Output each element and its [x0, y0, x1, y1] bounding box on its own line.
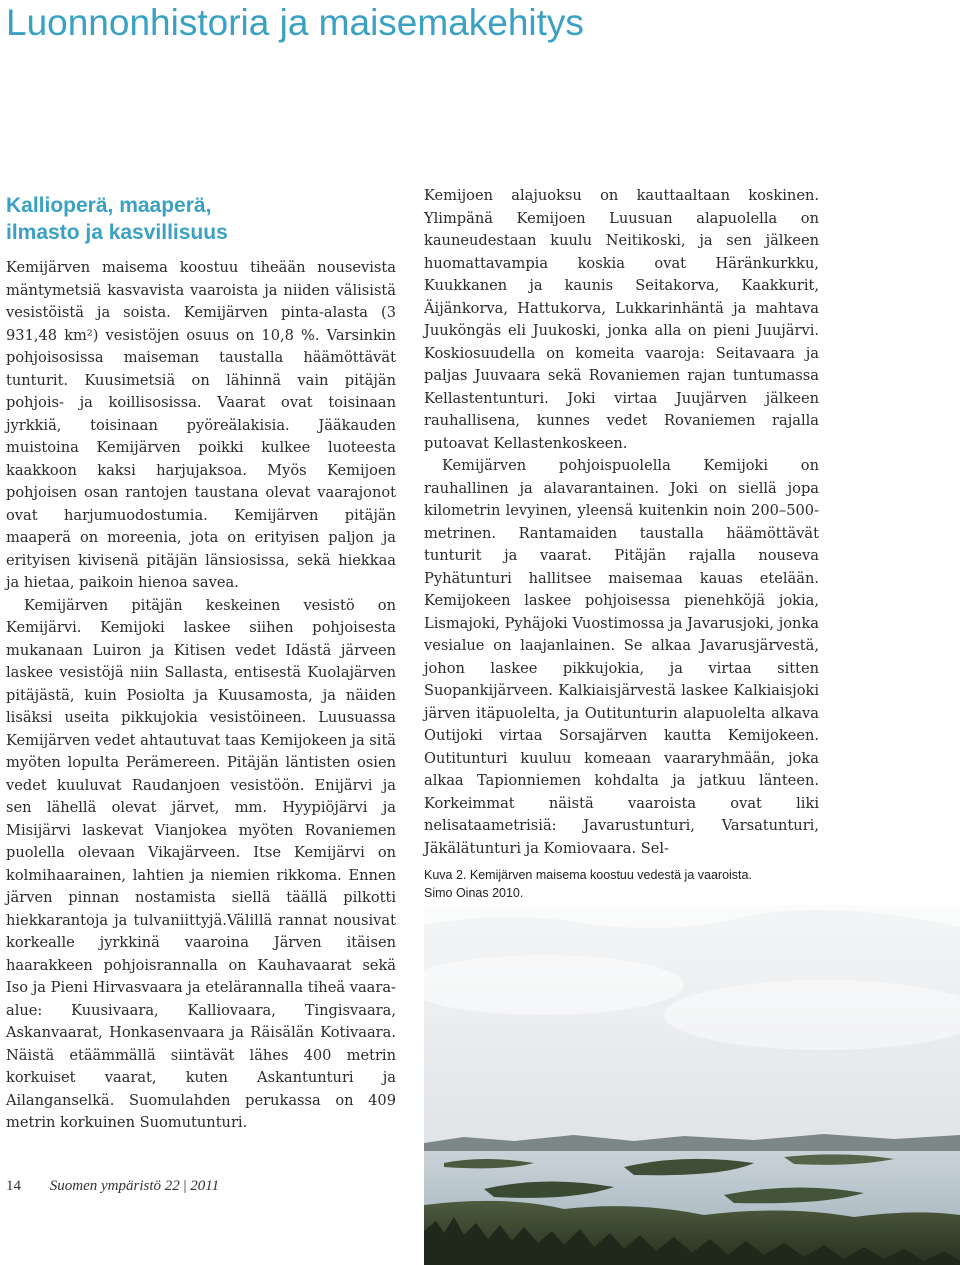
section-title-line-2: ilmasto ja kasvillisuus — [6, 221, 228, 244]
right-text-column — [424, 185, 819, 860]
section-title — [6, 192, 228, 246]
publication-issue: 22 — [164, 1178, 180, 1194]
figure-caption — [424, 866, 824, 902]
landscape-photo — [424, 905, 960, 1265]
left-paragraph-1: Kemijärven maisema koostuu tiheään nousevista mäntymetsiä kasvavista vaaroista ja niiden välisistä vesistöistä ja soista. Kemijärven pinta-alasta (3 931,48 km²) vesistöjen osuus on 10,8 %. Varsinkin pohjoisosissa maiseman taustalla häämöttävät tunturit. Kuusimetsiä on lähinnä vain pitäjän pohjois- ja koillisosissa. Vaarat ovat toisinaan jyrkkiä, toisinaan pyöreälakisia. Jääkauden muistoina Kemijärven poikki kulkee luoteesta kaakkoon kaksi harjujaksoa. Myös Kemijoen pohjoisen osan rantojen taustana olevat vaarajonot ovat harjumuodostumia. Kemijärven pitäjän maaperä on moreenia, jota on erityisen paljon ja erityisen kivisenä pitäjän länsiosissa, sekä hiekkaa ja hietaa, paikoin hienoa savea. — [6, 259, 396, 591]
landscape-photo-image — [424, 905, 960, 1265]
footer-separator: | — [183, 1178, 187, 1194]
left-text-column — [6, 257, 396, 1135]
publication-name: Suomen ympäristö — [49, 1178, 161, 1194]
right-paragraph-1: Kemijoen alajuoksu on kauttaaltaan koskinen. Ylimpänä Kemijoen Luusuan alapuolella on kauneudestaan kuulu Neitikoski, ja sen jälkeen huomattavampia koskia ovat Häränkurkku, Kuukkanen ja kaunis Seitakorva, Kaakkurit, Äijänkorva, Hattukorva, Lukkarinhäntä ja mahtava Juuköngäs eli Juukoski, jonka alla on pieni Juujärvi. Koskiosuudella on komeita vaaroja: Seitavaara ja paljas Juuvaara sekä Rovaniemen rajan tuntumassa Kellastentunturi. Joki virtaa Juujärven jälkeen rauhallisena, kunnes vedet Rovaniemen rajalla putoavat Kellastenkoskeen. — [424, 187, 819, 452]
page-number: 14 — [6, 1178, 21, 1194]
publication-year: 2011 — [190, 1178, 220, 1194]
caption-line-2: Simo Oinas 2010. — [424, 886, 524, 900]
left-paragraph-2: Kemijärven pitäjän keskeinen vesistö on Kemijärvi. Kemijoki laskee siihen pohjoisesta mukanaan Luiron ja Kitisen vedet Idästä järveen laskee vesistöjä niin Sallasta, entisestä Kuolajärven pitäjästä, kuin Posiolta ja Kuusamosta, ja näiden lisäksi useita pikkujokia vesistöineen. Luusuassa Kemijärven vedet ahtautuvat taas Kemijokeen ja sitä myöten lopulta Perämereen. Pitäjän läntisten osien vedet kuuluvat Raudanjoen vesistöön. Enijärvi ja sen lähellä olevat järvet, mm. Hyypiöjärvi ja Misijärvi laskevat Vianjokea myöten Rovaniemen puolella olevaan Vikajärveen. Itse Kemijärvi on kolmihaarainen, lahtien ja niemien rikkoma. Ennen järven pinnan nostamista siellä täällä pilkotti hiekkarantoja ja tulvaniittyjä.Välillä rannat nousivat korkealle jyrkkinä vaaroina Järven itäisen haarakkeen pohjoisrannalla on Kauhavaarat sekä Iso ja Pieni Hirvasvaara ja etelärannalla tiheä vaara-alue: Kuusivaara, Kalliovaara, Tingisvaara, Askanvaarat, Honkasenvaara ja Räisälän Kotivaara. Näistä etäämmällä siintävät lähes 400 metrin korkuiset vaarat, kuten Askantunturi ja Ailanganselkä. Suomulahden perukassa on 409 metrin korkuinen Suomutunturi. — [6, 596, 397, 1131]
page-footer — [6, 1178, 219, 1195]
caption-line-1: Kuva 2. Kemijärven maisema koostuu vedestä ja vaaroista. — [424, 868, 752, 882]
section-title-line-1: Kallioperä, maaperä, — [6, 194, 212, 217]
right-paragraph-2: Kemijärven pohjoispuolella Kemijoki on rauhallinen ja alavarantainen. Joki on siellä jopa kilometrin levyinen, yleensä kuitenkin noin 200–500-metrinen. Rantamaiden taustalla häämöttävät tunturit ja vaarat. Pitäjän rajalla nouseva Pyhätunturi hallitsee maisemaa kauas etelään. Kemijokeen laskee pohjoisessa pienehköjä jokia, Lismajoki, Pyhäjoki Vuostimossa ja Javarusjoki, jonka vesialue on laajanlainen. Se alkaa Javarusjärvestä, johon laskee pikkujokia, ja virtaa sitten Suopankijärveen. Kalkiaisjärvestä laskee Kalkiaisjoki järven itäpuolelta, ja Outitunturin alapuolelta alkava Outijoki virtaa Sorsajärven kautta Kemijokeen. Outitunturi kuuluu komeaan vaararyhmään, joka alkaa Tapionniemen kohdalta ja jatkuu länteen. Korkeimmat näistä vaaroista ovat liki nelisataametrisiä: Javarustunturi, Varsatunturi, Jäkälätunturi ja Komiovaara. Sel- — [424, 457, 819, 857]
page-title: Luonnonhistoria ja maisemakehitys — [6, 2, 584, 43]
